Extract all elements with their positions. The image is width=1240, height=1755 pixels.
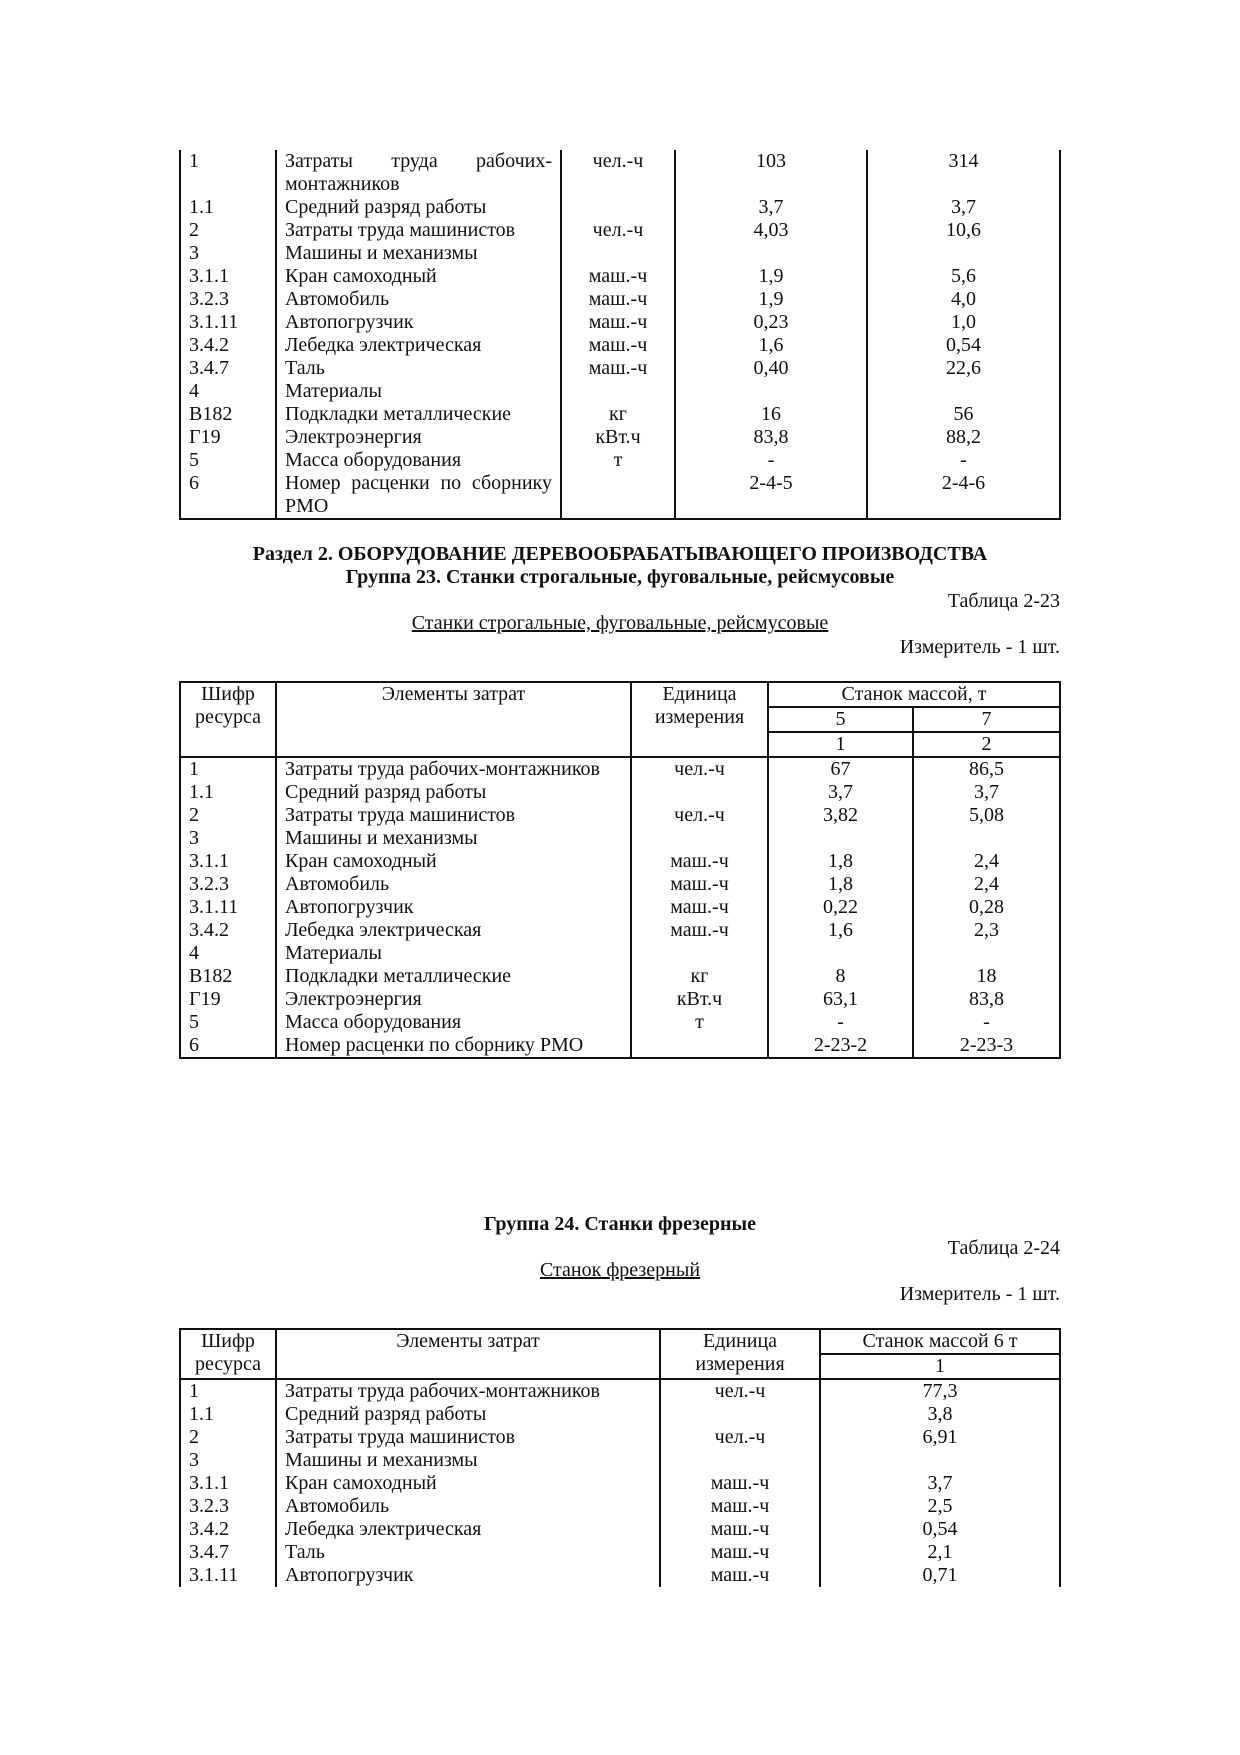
cost-element: Лебедка электрическая — [276, 919, 631, 942]
value-col-2: 10,6 — [867, 219, 1060, 242]
unit-of-measure: маш.-ч — [631, 919, 768, 942]
value-col-1: 0,23 — [675, 311, 867, 334]
cost-element-line: монтажников — [285, 173, 400, 195]
table-2-24 — [179, 1328, 1061, 1587]
value-col-2: 3,7 — [913, 781, 1060, 804]
unit-of-measure: кВт.ч — [561, 426, 675, 449]
head-mass-5: 5 — [768, 707, 913, 732]
value-col-1: 1,6 — [675, 334, 867, 357]
unit-of-measure — [631, 827, 768, 850]
unit-of-measure: чел.-ч — [631, 804, 768, 827]
group-24-title: Группа 24. Станки фрезерные — [483, 1213, 757, 1235]
value-col-2: 56 — [867, 403, 1060, 426]
value-col-1: 3,7 — [820, 1472, 1060, 1495]
table-row — [180, 380, 1060, 403]
cost-element: Кран самоходный — [276, 850, 631, 873]
value-col-2: 2-4-6 — [867, 472, 1060, 519]
cost-element: Автопогрузчик — [276, 1564, 660, 1587]
table-2-24-body — [180, 1379, 1060, 1587]
cost-element: Подкладки металлические — [276, 965, 631, 988]
resource-code: 5 — [180, 449, 276, 472]
cost-element: Автомобиль — [276, 288, 561, 311]
value-col-2: 2,3 — [913, 919, 1060, 942]
cost-element: Электроэнергия — [276, 988, 631, 1011]
resource-code: 3.4.2 — [180, 1518, 276, 1541]
cost-element: Таль — [276, 1541, 660, 1564]
table-row — [180, 1541, 1060, 1564]
table-row — [180, 919, 1060, 942]
value-col-2: 5,08 — [913, 804, 1060, 827]
cost-element: Автопогрузчик — [276, 311, 561, 334]
value-col-2: 2-23-3 — [913, 1034, 1060, 1058]
unit-of-measure: маш.-ч — [561, 265, 675, 288]
table-row — [180, 334, 1060, 357]
resource-code: 1 — [180, 757, 276, 781]
table-2-23 — [179, 681, 1061, 1059]
value-col-2: 22,6 — [867, 357, 1060, 380]
value-col-2: 2,4 — [913, 850, 1060, 873]
table-row — [180, 1403, 1060, 1426]
value-col-1: - — [675, 449, 867, 472]
resource-code: 2 — [180, 219, 276, 242]
table-row — [180, 1472, 1060, 1495]
resource-code: 1.1 — [180, 1403, 276, 1426]
value-col-1: 3,82 — [768, 804, 913, 827]
cost-element: Материалы — [276, 942, 631, 965]
value-col-1: 103 — [675, 150, 867, 196]
value-col-1: 8 — [768, 965, 913, 988]
value-col-1: 3,7 — [675, 196, 867, 219]
resource-code: 4 — [180, 380, 276, 403]
value-col-1 — [675, 380, 867, 403]
table-row — [180, 850, 1060, 873]
value-col-1: 4,03 — [675, 219, 867, 242]
cost-element: Средний разряд работы — [276, 196, 561, 219]
value-col-1: 0,71 — [820, 1564, 1060, 1587]
cost-element: Машины и механизмы — [276, 242, 561, 265]
value-col-2 — [867, 242, 1060, 265]
table-row — [180, 1034, 1060, 1058]
value-col-1: 67 — [768, 757, 913, 781]
resource-code: 6 — [180, 1034, 276, 1058]
cost-element: Таль — [276, 357, 561, 380]
cost-element: Автомобиль — [276, 1495, 660, 1518]
table-row — [180, 196, 1060, 219]
unit-of-measure: чел.-ч — [660, 1426, 820, 1449]
cost-element: Затраты труда рабочих-монтажников — [276, 757, 631, 781]
value-col-1: 0,22 — [768, 896, 913, 919]
value-col-1: 2-4-5 — [675, 472, 867, 519]
value-col-1: 0,54 — [820, 1518, 1060, 1541]
cost-element-line: Затраты труда рабочих- — [285, 150, 552, 172]
unit-of-measure: маш.-ч — [561, 334, 675, 357]
table-row — [180, 1426, 1060, 1449]
unit-of-measure: маш.-ч — [660, 1541, 820, 1564]
unit-of-measure: чел.-ч — [660, 1379, 820, 1403]
unit-of-measure — [561, 196, 675, 219]
resource-code: 3.4.7 — [180, 357, 276, 380]
unit-of-measure — [660, 1403, 820, 1426]
unit-of-measure: кг — [561, 403, 675, 426]
resource-code: 2 — [180, 1426, 276, 1449]
table-row — [180, 1495, 1060, 1518]
unit-of-measure: т — [561, 449, 675, 472]
resource-code: 3 — [180, 242, 276, 265]
resource-code: 3 — [180, 827, 276, 850]
head-code: Шифр ресурса — [180, 1329, 276, 1379]
value-col-1 — [820, 1449, 1060, 1472]
cost-element: Лебедка электрическая — [276, 1518, 660, 1541]
table-row — [180, 1564, 1060, 1587]
table-row — [180, 288, 1060, 311]
table-2-24-head — [180, 1329, 1060, 1379]
value-col-1: 63,1 — [768, 988, 913, 1011]
cost-element: Подкладки металлические — [276, 403, 561, 426]
unit-of-measure: маш.-ч — [631, 873, 768, 896]
value-col-2 — [867, 380, 1060, 403]
value-col-1: 0,40 — [675, 357, 867, 380]
table-2-23-body — [180, 757, 1060, 1058]
head-col-num-1: 1 — [768, 732, 913, 757]
cost-element — [276, 150, 561, 196]
table-row — [180, 988, 1060, 1011]
resource-code: 3.1.11 — [180, 896, 276, 919]
table-2-23-caption-text: Станки строгальные, фуговальные, рейсмусовые — [411, 612, 829, 634]
cost-element: Электроэнергия — [276, 426, 561, 449]
table-row — [180, 1518, 1060, 1541]
value-col-1 — [768, 942, 913, 965]
value-col-1: 6,91 — [820, 1426, 1060, 1449]
table-row — [180, 472, 1060, 519]
table-row — [180, 242, 1060, 265]
cost-element: Средний разряд работы — [276, 781, 631, 804]
table-1 — [179, 150, 1061, 520]
table-row — [180, 150, 1060, 196]
unit-of-measure — [631, 942, 768, 965]
cost-element: Затраты труда машинистов — [276, 804, 631, 827]
head-unit: Единица измерения — [660, 1329, 820, 1379]
section-title: Раздел 2. ОБОРУДОВАНИЕ ДЕРЕВООБРАБАТЫВАЮЩЕГО ПРОИЗВОДСТВА — [252, 543, 988, 565]
resource-code: В182 — [180, 403, 276, 426]
table-row — [180, 804, 1060, 827]
unit-of-measure — [631, 1034, 768, 1058]
resource-code: 1 — [180, 1379, 276, 1403]
table-2-24-number: Таблица 2-24 — [947, 1237, 1060, 1259]
resource-code: 4 — [180, 942, 276, 965]
value-col-2: 0,54 — [867, 334, 1060, 357]
value-col-1: 77,3 — [820, 1379, 1060, 1403]
value-col-2: 4,0 — [867, 288, 1060, 311]
resource-code: 1.1 — [180, 196, 276, 219]
table-row — [180, 1449, 1060, 1472]
resource-code: 1.1 — [180, 781, 276, 804]
value-col-1: 2,5 — [820, 1495, 1060, 1518]
unit-of-measure: маш.-ч — [631, 896, 768, 919]
table-row — [180, 265, 1060, 288]
value-col-2: - — [867, 449, 1060, 472]
cost-element: Масса оборудования — [276, 1011, 631, 1034]
head-mass-group: Станок массой 6 т — [820, 1329, 1060, 1354]
value-col-1: 3,8 — [820, 1403, 1060, 1426]
table-row — [180, 311, 1060, 334]
resource-code: 3.1.11 — [180, 1564, 276, 1587]
cost-element: Затраты труда машинистов — [276, 1426, 660, 1449]
head-elements: Элементы затрат — [276, 1329, 660, 1379]
value-col-1: 1,8 — [768, 873, 913, 896]
cost-element: Машины и механизмы — [276, 827, 631, 850]
cost-element: Затраты труда рабочих-монтажников — [276, 1379, 660, 1403]
resource-code: Г19 — [180, 988, 276, 1011]
resource-code: 3.1.1 — [180, 1472, 276, 1495]
resource-code: 3.1.11 — [180, 311, 276, 334]
resource-code: 3.2.3 — [180, 288, 276, 311]
table-row — [180, 781, 1060, 804]
table-row — [180, 942, 1060, 965]
unit-of-measure — [561, 380, 675, 403]
resource-code: 3.4.2 — [180, 334, 276, 357]
cost-element-line: РМО — [285, 495, 329, 517]
unit-of-measure: маш.-ч — [561, 357, 675, 380]
value-col-1: 2-23-2 — [768, 1034, 913, 1058]
value-col-2: 18 — [913, 965, 1060, 988]
resource-code: 3.1.1 — [180, 265, 276, 288]
value-col-2: 0,28 — [913, 896, 1060, 919]
table-row — [180, 1011, 1060, 1034]
table-2-24-meter: Измеритель - 1 шт. — [899, 1283, 1060, 1305]
head-col-num-1: 1 — [820, 1354, 1060, 1379]
value-col-1: 83,8 — [675, 426, 867, 449]
unit-of-measure: чел.-ч — [561, 150, 675, 196]
value-col-2: 1,0 — [867, 311, 1060, 334]
cost-element: Кран самоходный — [276, 265, 561, 288]
table-row — [180, 403, 1060, 426]
value-col-2: - — [913, 1011, 1060, 1034]
table-row — [180, 827, 1060, 850]
table-2-24-caption-text: Станок фрезерный — [539, 1259, 701, 1281]
table-row — [180, 873, 1060, 896]
table-2-23-meter: Измеритель - 1 шт. — [899, 636, 1060, 658]
value-col-2: 88,2 — [867, 426, 1060, 449]
cost-element: Материалы — [276, 380, 561, 403]
value-col-1: 1,9 — [675, 265, 867, 288]
value-col-1: 2,1 — [820, 1541, 1060, 1564]
resource-code: 3.2.3 — [180, 873, 276, 896]
table-1-body — [180, 150, 1060, 519]
table-2-24-caption — [0, 1259, 1240, 1282]
table-2-23-number: Таблица 2-23 — [947, 590, 1060, 612]
head-col-num-2: 2 — [913, 732, 1060, 757]
table-2-23-caption — [0, 612, 1240, 635]
resource-code: 5 — [180, 1011, 276, 1034]
table-row — [180, 965, 1060, 988]
unit-of-measure: маш.-ч — [660, 1472, 820, 1495]
unit-of-measure: маш.-ч — [631, 850, 768, 873]
cost-element: Автопогрузчик — [276, 896, 631, 919]
value-col-1 — [768, 827, 913, 850]
value-col-1: 16 — [675, 403, 867, 426]
value-col-2: 86,5 — [913, 757, 1060, 781]
table-row — [180, 449, 1060, 472]
resource-code: Г19 — [180, 426, 276, 449]
unit-of-measure: кВт.ч — [631, 988, 768, 1011]
head-mass-7: 7 — [913, 707, 1060, 732]
unit-of-measure: маш.-ч — [561, 288, 675, 311]
table-row — [180, 1379, 1060, 1403]
unit-of-measure: маш.-ч — [660, 1518, 820, 1541]
head-mass-group: Станок массой, т — [768, 682, 1060, 707]
unit-of-measure: маш.-ч — [561, 311, 675, 334]
cost-element: Кран самоходный — [276, 1472, 660, 1495]
resource-code: 3.4.7 — [180, 1541, 276, 1564]
unit-of-measure: маш.-ч — [660, 1495, 820, 1518]
unit-of-measure: кг — [631, 965, 768, 988]
cost-element: Машины и механизмы — [276, 1449, 660, 1472]
head-elements: Элементы затрат — [276, 682, 631, 757]
resource-code: 2 — [180, 804, 276, 827]
head-code: Шифр ресурса — [180, 682, 276, 757]
unit-of-measure — [561, 242, 675, 265]
value-col-1: 3,7 — [768, 781, 913, 804]
table-2-23-head — [180, 682, 1060, 757]
value-col-1: 1,9 — [675, 288, 867, 311]
unit-of-measure: т — [631, 1011, 768, 1034]
table-row — [180, 426, 1060, 449]
value-col-2: 3,7 — [867, 196, 1060, 219]
value-col-2: 314 — [867, 150, 1060, 196]
resource-code: 3.2.3 — [180, 1495, 276, 1518]
cost-element: Средний разряд работы — [276, 1403, 660, 1426]
cost-element: Затраты труда машинистов — [276, 219, 561, 242]
unit-of-measure: чел.-ч — [631, 757, 768, 781]
value-col-1 — [675, 242, 867, 265]
cost-element: Лебедка электрическая — [276, 334, 561, 357]
unit-of-measure: чел.-ч — [561, 219, 675, 242]
resource-code: 3.1.1 — [180, 850, 276, 873]
resource-code: В182 — [180, 965, 276, 988]
unit-of-measure — [660, 1449, 820, 1472]
table-row — [180, 896, 1060, 919]
value-col-1: - — [768, 1011, 913, 1034]
value-col-2: 83,8 — [913, 988, 1060, 1011]
unit-of-measure — [631, 781, 768, 804]
cost-element-line: Номер расценки по сборнику — [285, 472, 552, 494]
resource-code: 6 — [180, 472, 276, 519]
value-col-2 — [913, 942, 1060, 965]
table-row — [180, 357, 1060, 380]
table-row — [180, 219, 1060, 242]
cost-element: Автомобиль — [276, 873, 631, 896]
value-col-2: 2,4 — [913, 873, 1060, 896]
resource-code: 1 — [180, 150, 276, 196]
value-col-1: 1,8 — [768, 850, 913, 873]
cost-element — [276, 472, 561, 519]
head-unit: Единица измерения — [631, 682, 768, 757]
value-col-1: 1,6 — [768, 919, 913, 942]
value-col-2: 5,6 — [867, 265, 1060, 288]
value-col-2 — [913, 827, 1060, 850]
resource-code: 3 — [180, 1449, 276, 1472]
cost-element: Масса оборудования — [276, 449, 561, 472]
group-23-title: Группа 23. Станки строгальные, фуговальные, рейсмусовые — [345, 566, 895, 588]
unit-of-measure: маш.-ч — [660, 1564, 820, 1587]
table-row — [180, 757, 1060, 781]
cost-element: Номер расценки по сборнику РМО — [276, 1034, 631, 1058]
unit-of-measure — [561, 472, 675, 519]
resource-code: 3.4.2 — [180, 919, 276, 942]
